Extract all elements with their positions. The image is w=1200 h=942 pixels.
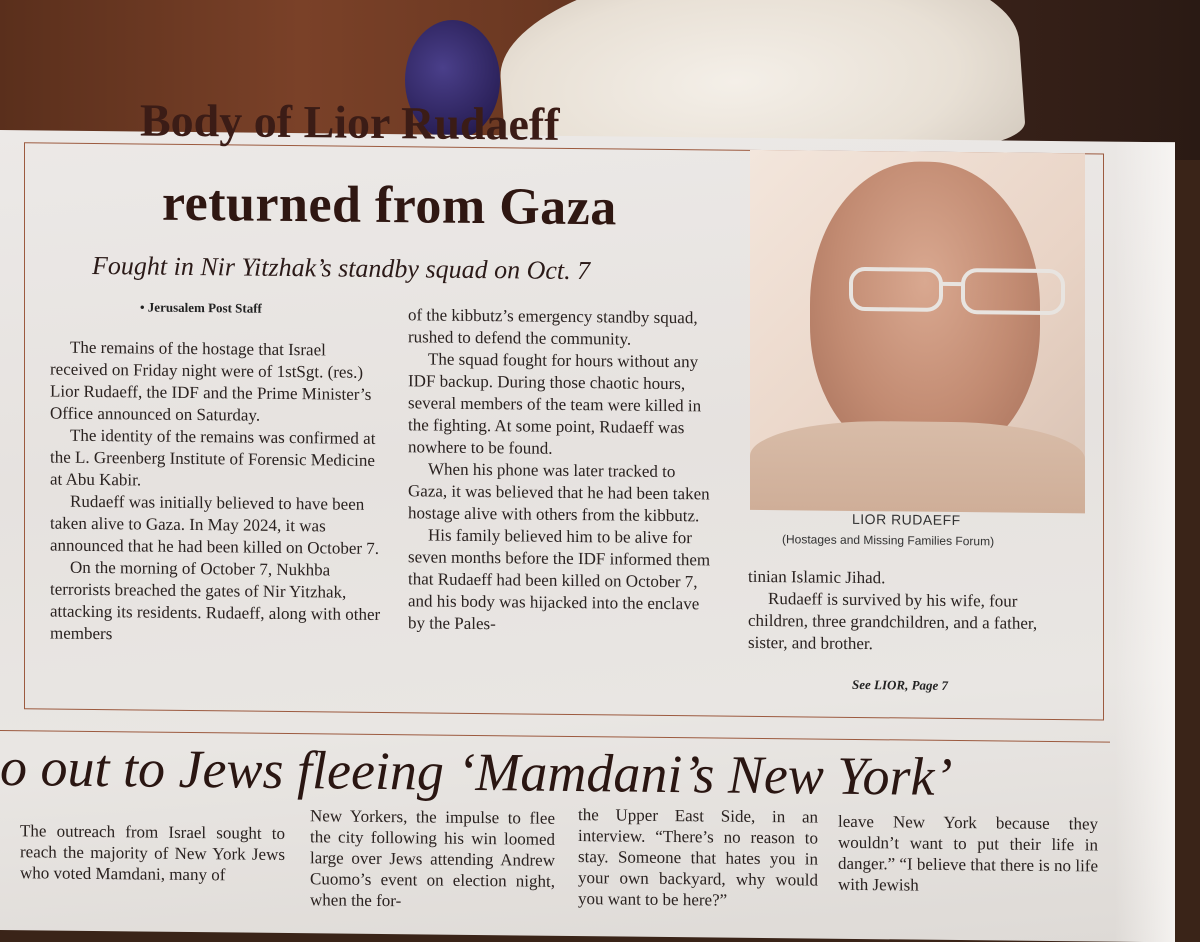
portrait-shoulders bbox=[750, 420, 1085, 514]
photo-caption-credit: (Hostages and Missing Families Forum) bbox=[782, 532, 994, 548]
newspaper-page bbox=[0, 130, 1175, 942]
jump-reference: See LIOR, Page 7 bbox=[852, 677, 948, 694]
second-headline: o out to Jews fleeing ‘Mamdani’s New York’ bbox=[0, 736, 952, 808]
paragraph: The identity of the remains was confirmed at the L. Greenberg Institute of Forensic Medicine at Abu Kabir. bbox=[50, 425, 382, 494]
photo-caption-name: LIOR RUDAEFF bbox=[852, 511, 961, 528]
headline-partial: Body of Lior Rudaeff bbox=[140, 123, 700, 157]
second-column-2 bbox=[310, 805, 555, 913]
paper-edge bbox=[1115, 142, 1175, 942]
glasses-icon bbox=[845, 261, 1075, 323]
paragraph: Rudaeff is survived by his wife, four children, three grandchildren, and a father, sister, and brother. bbox=[748, 588, 1078, 657]
second-column-4 bbox=[838, 811, 1098, 898]
second-column-1 bbox=[20, 820, 285, 886]
paragraph: The outreach from Israel sought to reach the majority of New York Jews who voted Mamdani, many of bbox=[20, 820, 285, 886]
article-column-2 bbox=[408, 304, 718, 637]
portrait-photo bbox=[750, 150, 1085, 504]
paragraph: The squad fought for hours without any IDF backup. During those chaotic hours, several members of the team were killed in the fighting. At some point, Rudaeff was nowhere to be found. bbox=[408, 348, 718, 461]
article-column-3 bbox=[748, 566, 1078, 657]
second-column-3 bbox=[578, 804, 818, 912]
paragraph: When his phone was later tracked to Gaza, it was believed that he had been taken hostage alive with others from the kibbutz. bbox=[408, 458, 718, 527]
paragraph: of the kibbutz’s emergency standby squad, rushed to defend the community. bbox=[408, 304, 718, 351]
article-column-1 bbox=[50, 337, 382, 648]
paragraph: The remains of the hostage that Israel received on Friday night were of 1stSgt. (res.) Lior Rudaeff, the IDF and the Prime Minister’s Office announced on Saturday. bbox=[50, 337, 382, 428]
article-subhead: Fought in Nir Yitzhak’s standby squad on Oct. 7 bbox=[92, 251, 590, 286]
paragraph: His family believed him to be alive for seven months before the IDF informed them that Rudaeff had been killed on October 7, and his body was hijacked into the enclave by the Pales- bbox=[408, 524, 718, 637]
paragraph: New Yorkers, the impulse to flee the city following his win loomed large over Jews attending Andrew Cuomo’s event on election night, when the for- bbox=[310, 805, 555, 913]
paragraph: On the morning of October 7, Nukhba terrorists breached the gates of Nir Yitzhak, attacking its residents. Rudaeff, along with other members bbox=[50, 557, 382, 648]
article-headline: returned from Gaza bbox=[162, 174, 617, 238]
article-byline: • Jerusalem Post Staff bbox=[140, 299, 262, 316]
paragraph: Rudaeff was initially believed to have been taken alive to Gaza. In May 2024, it was announced that he had been killed on October 7. bbox=[50, 491, 382, 560]
paragraph: leave New York because they wouldn’t want to put their life in danger.” “I believe that there is no life with Jewish bbox=[838, 811, 1098, 898]
paragraph: tinian Islamic Jihad. bbox=[748, 566, 1078, 591]
paragraph: the Upper East Side, in an interview. “There’s no reason to stay. Someone that hates you in your own backyard, why would you want to be here?” bbox=[578, 804, 818, 912]
